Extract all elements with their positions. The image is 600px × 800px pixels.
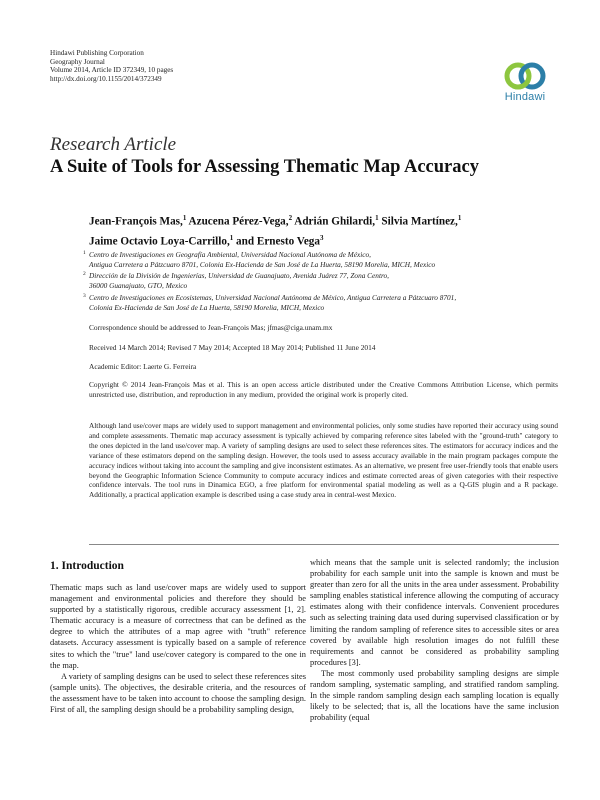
author-affil-sup: 1 (229, 233, 234, 242)
author-name: Azucena Pérez-Vega, (188, 215, 289, 228)
body-paragraph: which means that the sample unit is selected randomly; the inclusion probability for each sample unit into the sample is known and must be greater than zero for all the units in the area under assessment. Probability sampling enables statistical inference allowing the computing of accuracy estimates along with their confidence intervals. Convenient procedures such as selecting training data used during supervised classification or by limiting the random sampling of reference sites to accessible sites or area covered by available high resolution images do not fulfill these requirements and cannot be considered as probability sampling procedures [3]. (310, 558, 559, 667)
correspondence: Correspondence should be addressed to Jean-François Mas; jfmas@ciga.unam.mx (89, 323, 333, 332)
academic-editor: Academic Editor: Laerte G. Ferreira (89, 362, 197, 371)
body-paragraph: The most commonly used probability sampling designs are simple random sampling, systematic sampling, and stratified random sampling. In the simple random sampling design each sampling location is equally likely to be selected; that is, all the locations have the same inclusion probability (equal (310, 668, 559, 723)
affiliation-line: Centro de Investigaciones en Ecosistemas, Universidad Nacional Autónoma de México, Antigua Carretera a Pátzcuaro 8701, (89, 292, 457, 302)
author-affil-sup: 1 (182, 214, 187, 222)
affiliation-line: Colonia Ex-Hacienda de San José de La Huerta, 58190 Morelia, MICH, Mexico (89, 302, 325, 312)
author-line-2 (89, 230, 559, 250)
hindawi-logo-word: Hindawi (504, 91, 546, 103)
author-affil-sup: 2 (288, 214, 293, 222)
body-paragraph: A variety of sampling designs can be used to select these references sites (sample units). The objectives, the desirable criteria, and the resources of the assessment have to be taken into account to choose the sampling design. First of all, the sampling design should be a probability sampling design, (50, 671, 306, 715)
affiliation-number: 2 (83, 271, 86, 278)
affiliation-line: Antigua Carretera a Pátzcuaro 8701, Colonia Ex-Hacienda de San José de La Huerta, 58190 Morelia, MICH, Mexico (89, 259, 436, 269)
article-type: Research Article (50, 134, 177, 155)
doi-link[interactable]: http://dx.doi.org/10.1155/2014/372349 (50, 74, 162, 83)
publisher-line: Hindawi Publishing Corporation (50, 49, 144, 57)
author-name: Jean-François Mas, (89, 215, 183, 228)
body-column-right (310, 557, 559, 723)
affiliation-3 (83, 292, 569, 313)
paper-title: A Suite of Tools for Assessing Thematic Map Accuracy (50, 157, 479, 177)
affiliation-number: 1 (83, 250, 86, 256)
volume-line: Volume 2014, Article ID 372349, 10 pages (50, 66, 174, 75)
author-affil-sup: 1 (375, 214, 379, 222)
author-affil-sup: 1 (457, 214, 462, 222)
journal-name: Geography Journal (50, 57, 105, 66)
author-list (89, 210, 559, 249)
affiliation-line: Centro de Investigaciones en Geografía Ambiental, Universidad Nacional Autónoma de México, (89, 250, 371, 259)
author-line-1 (89, 210, 559, 230)
author-affil-sup: 3 (319, 233, 324, 242)
affiliation-number: 3 (83, 292, 86, 299)
affiliation-1 (83, 250, 569, 270)
author-name: Silvia Martínez, (381, 215, 458, 228)
abstract: Although land use/cover maps are widely used to support management and environmental policies, only some studies have reported their accuracy using sound and complete assessments. Thematic map accuracy assessment is typically achieved by comparing reference sites labeled with the "ground-truth" category to the ones depicted in the land use/cover map. A variety of sampling designs are used to select these references sites. The estimators for accuracy indices and the variance of these estimators depend on the sampling design. However, the tools used to assess accuracy available in the main program packages compute the accuracy indices without taking into account the sampling and give inconsistent estimates. As an alternative, we present free user-friendly tools that enable users beyond the Geographic Information Science Community to compute accuracy indices and estimate corrected areas of given categories with their respective confidence intervals. The tool runs in Dinamica EGO, a free platform for environmental spatial modeling as well as a Q-GIS plugin and a R package. Additionally, a practical application example is described using a case study area in central-west Mexico. (89, 421, 558, 500)
affiliation-line: Dirección de la División de Ingenierías, Universidad de Guanajuato, Avenida Juárez 77, Zona Centro, (89, 271, 390, 281)
copyright-notice: Copyright © 2014 Jean-François Mas et al. This is an open access article distributed under the Creative Commons Attribution License, which permits unrestricted use, distribution, and reproduction in any medium, provided the original work is properly cited. (89, 380, 558, 399)
body-column-left (50, 582, 306, 715)
body-paragraph: Thematic maps such as land use/cover maps are widely used to support management and environmental policies and therefore they should be supported by a statistically rigorous, credible accuracy assessment [1, 2]. Thematic accuracy is a measure of correctness that can be defined as the degree to which the attributes of a map agree with "truth" reference datasets. Accuracy assessment is typically based on a sample of reference sites to which the "true" land use/cover category is compared to the one in the map. (50, 583, 306, 670)
section-heading-introduction: 1. Introduction (50, 560, 124, 572)
author-name: Jaime Octavio Loya-Carrillo, (89, 235, 230, 248)
publication-dates: Received 14 March 2014; Revised 7 May 2014; Accepted 18 May 2014; Published 11 June 2014 (89, 343, 376, 352)
author-name: and Ernesto Vega (236, 235, 320, 248)
affiliations (83, 250, 569, 314)
section-divider (89, 544, 559, 545)
affiliation-2 (83, 271, 569, 291)
journal-header (50, 49, 173, 83)
affiliation-line: 36000 Guanajuato, GTO, Mexico (89, 281, 188, 291)
author-name: Adrián Ghilardi, (294, 215, 376, 228)
